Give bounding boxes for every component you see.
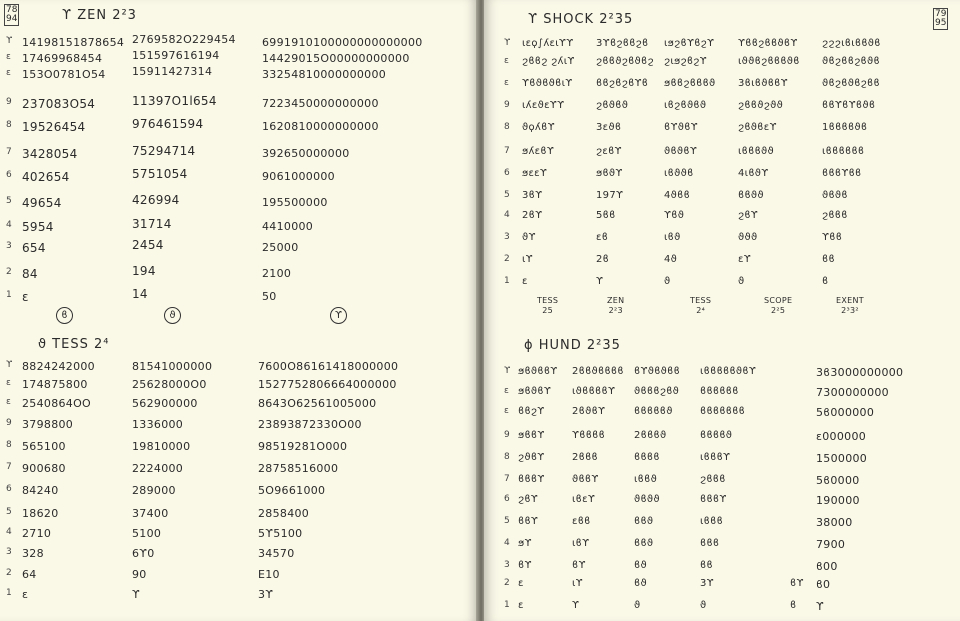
hund-cell: ϧϒ — [518, 538, 532, 549]
shock-cell: ϒϐϑ — [664, 210, 685, 221]
shock-cell: 197ϒ — [596, 190, 624, 201]
hund-cell: ϐϒϑϐϑϐϐ — [634, 366, 681, 377]
hund-cell: 38000 — [816, 516, 853, 529]
tess-col3-cell: 34570 — [258, 547, 295, 560]
hund-cell: 2ϐϑϐϒ — [572, 406, 606, 417]
shock-cell: ɩϐϐϐϑϑ — [738, 146, 774, 157]
shock-row-index: 1 — [504, 276, 511, 286]
shock-cell: ϩϐϐϩ ϩʎɩϒ — [522, 56, 575, 67]
shock-row-index: 5 — [504, 190, 511, 200]
hund-cell: ϧϐϐϒ — [518, 430, 545, 441]
tess-col2-cell: 5100 — [132, 527, 162, 540]
tess-row-index: 3 — [6, 547, 13, 557]
shock-cell: ϐϐϑϑ — [738, 190, 764, 201]
shock-cell: ϩϐϐϑϩϐϑϐϩ — [596, 56, 654, 67]
shock-cell: ϩϐϐϑϩϑϑ — [738, 100, 784, 111]
zen-col1-cell: 49654 — [22, 196, 62, 210]
zen-col3-cell: 50 — [262, 290, 277, 303]
zen-col2-cell: 75294714 — [132, 144, 196, 158]
zen-col2-cell: 151597616194 — [132, 49, 220, 62]
hund-cell: ϩϐϒ — [518, 494, 539, 505]
shock-cell: ϑϐϩϐϐϩϐϑϐ — [822, 56, 880, 67]
left-page-number: 78 94 — [6, 5, 18, 24]
tess-col3-cell: 98519281O000 — [258, 440, 348, 453]
shock-row-index: 7 — [504, 146, 511, 156]
shock-row-index: ϒ — [504, 38, 511, 48]
zen-col1-cell: 3428054 — [22, 147, 78, 161]
zen-row-index: ϒ — [6, 36, 13, 46]
zen-col3-cell: 25000 — [262, 241, 299, 254]
shock-cell: ɩʎɛϑɛϒϒ — [522, 100, 565, 111]
shock-cell: ϑ — [738, 276, 745, 287]
zen-col1-cell: 14198151878654 — [22, 36, 125, 49]
shock-row-index: 2 — [504, 254, 511, 264]
shock-cell: ϩϐϐϐ — [822, 210, 848, 221]
tess-row-index: 6 — [6, 484, 13, 494]
hund-cell: 2ϐϐϑϐϐϐϐ — [572, 366, 624, 377]
shock-cell: ϒϐϑϐϑϐɩϒ — [522, 78, 573, 89]
shock-cell: ϒ — [596, 276, 604, 287]
zen-col1-cell: 654 — [22, 241, 46, 255]
shock-cell: ϧʎɛϐϒ — [522, 146, 555, 157]
hund-cell: 2ϐϐϐϑ — [634, 430, 667, 441]
shock-row-index: 6 — [504, 168, 511, 178]
hund-cell: ϑϐϐϐϩϐϑ — [634, 386, 680, 397]
shock-footer-label: ZEN 2²3 — [607, 296, 625, 315]
zen-col1-cell: 402654 — [22, 170, 70, 184]
zen-row-index: 4 — [6, 220, 13, 230]
shock-cell: ϧϐϑϒ — [596, 168, 623, 179]
zen-col3-cell: 33254810000000000 — [262, 68, 387, 81]
hund-cell: 7300000000 — [816, 386, 889, 399]
shock-cell: ϩɩϧϩϐϩϒ — [664, 56, 707, 67]
zen-col3-cell: 195500000 — [262, 196, 328, 209]
shock-cell: ϧɛɛϒ — [522, 168, 548, 179]
hund-cell: ɩϐϐϐ — [700, 516, 724, 527]
tess-col2-cell: 562900000 — [132, 397, 198, 410]
zen-col2-cell: 2769582O229454 — [132, 33, 236, 46]
hund-cell: ɩϐɛϒ — [572, 494, 596, 505]
hund-cell: 5ϐ0000 — [816, 474, 860, 487]
tess-col3-cell: 23893872330O00 — [258, 418, 362, 431]
hund-cell: ɩϐϒ — [572, 538, 590, 549]
hund-cell: ϧϐϑϐϐϒ — [518, 366, 558, 377]
hund-cell: ɩϒ — [572, 578, 583, 589]
hund-cell: ɩϐϐϐϐϐϑϐϒ — [700, 366, 757, 377]
hund-cell: ɩϑϐϐϐϐϒ — [572, 386, 616, 397]
hund-cell: ϐϑ — [634, 578, 647, 589]
shock-cell: ϐ — [822, 276, 829, 287]
tess-row-index: 8 — [6, 440, 13, 450]
shock-footer-label: TESS 25 — [537, 296, 559, 315]
hund-row-index: 6 — [504, 494, 511, 504]
shock-cell: ϩɛϐϒ — [596, 146, 622, 157]
shock-cell: ϩϐϑϐɛϒ — [738, 122, 777, 133]
shock-cell: ϩϐϒ — [738, 210, 759, 221]
tess-row-index: 2 — [6, 568, 13, 578]
shock-cell: 4ɩϐϑϒ — [738, 168, 769, 179]
zen-row-index: 8 — [6, 120, 13, 130]
zen-col2-cell: 15911427314 — [132, 65, 213, 78]
hund-cell: 5ϐ000000 — [816, 406, 875, 419]
zen-col3-cell: 6991910100000000000000 — [262, 36, 423, 49]
hund-row-index: 8 — [504, 452, 511, 462]
hund-cell: ϐϐϒ — [518, 516, 539, 527]
shock-cell: ɩϐϑ — [664, 232, 681, 243]
shock-cell: 3ϒϐϩϐϐϩϐ — [596, 38, 649, 49]
hund-row-index: 4 — [504, 538, 511, 548]
hund-cell: ɛ — [518, 600, 524, 611]
shock-row-index: 8 — [504, 122, 511, 132]
hund-cell: 3ϐ3000000000 — [816, 366, 904, 379]
zen-col3-cell: 4410000 — [262, 220, 314, 233]
hund-cell: ϩϑϐϒ — [518, 452, 545, 463]
hund-cell: ϒϐϐϐϐ — [572, 430, 606, 441]
tess-col3-cell: 7600O86161418000000 — [258, 360, 399, 373]
zen-row-index: 3 — [6, 241, 13, 251]
shock-cell: 3ɛϑϐ — [596, 122, 622, 133]
hund-row-index: ɛ — [504, 406, 510, 416]
hund-cell: ɩϐϐϐϒ — [700, 452, 731, 463]
shock-cell: ϑϑϑ — [738, 232, 758, 243]
zen-circled-symbol: ϑ — [164, 307, 181, 324]
hund-row-index: ϒ — [504, 366, 511, 376]
hund-cell: 190000 — [816, 494, 860, 507]
tess-col2-cell: 37400 — [132, 507, 169, 520]
shock-cell: ɛϒ — [738, 254, 751, 265]
zen-circled-symbol: ϒ — [330, 307, 347, 324]
tess-col2-cell: 1336000 — [132, 418, 184, 431]
hund-heading: ϕ HUND 2²35 — [524, 338, 621, 353]
hund-cell: ϐϐ — [700, 560, 713, 571]
shock-row-index: ɛ — [504, 56, 510, 66]
tess-col2-cell: 6ϒ0 — [132, 547, 155, 560]
zen-col3-cell: 1620810000000000 — [262, 120, 379, 133]
tess-row-index: 5 — [6, 507, 13, 517]
hund-cell: ϐϑ — [634, 560, 647, 571]
zen-col2-cell: 976461594 — [132, 117, 204, 131]
tess-col1-cell: 18620 — [22, 507, 59, 520]
hund-cell: ϑ — [634, 600, 641, 611]
shock-footer-label: EXENT 2³3² — [836, 296, 864, 315]
tess-col3-cell: 2858400 — [258, 507, 310, 520]
shock-cell: ϐϐϐϒϐϐ — [822, 168, 862, 179]
zen-col1-cell: ɛ — [22, 290, 29, 304]
hund-cell: ϐϐϩϒ — [518, 406, 545, 417]
tess-col1-cell: 3798800 — [22, 418, 74, 431]
zen-col3-cell: 14429015O00000000000 — [262, 52, 410, 65]
hund-cell: ɛ — [518, 578, 524, 589]
tess-col2-cell: 2224000 — [132, 462, 184, 475]
zen-col2-cell: 31714 — [132, 217, 172, 231]
shock-cell: ɛ — [522, 276, 528, 287]
shock-cell: ϑϐϑϐ — [822, 190, 848, 201]
shock-cell: 3ϐɩϐϑϐϐϒ — [738, 78, 788, 89]
hund-cell: ɩϐϐϑ — [634, 474, 658, 485]
shock-cell: ϧϐϐϩϐϐϐϑ — [664, 78, 716, 89]
shock-row-index: ɛ — [504, 78, 510, 88]
hund-cell: ϒ — [816, 600, 824, 613]
shock-row-index: 9 — [504, 100, 511, 110]
tess-col1-cell: 900680 — [22, 462, 66, 475]
zen-row-index: 7 — [6, 147, 13, 157]
hund-cell: ϐϐϐϐϐϑ — [634, 406, 673, 417]
zen-row-index: 6 — [6, 170, 13, 180]
tess-col2-cell: 90 — [132, 568, 147, 581]
shock-cell: 4ϑ — [664, 254, 678, 265]
zen-heading: ϒ ZEN 2²3 — [62, 8, 137, 23]
hund-cell: ϑϐϐϒ — [572, 474, 599, 485]
tess-row-index: 9 — [6, 418, 13, 428]
zen-col1-cell: 5954 — [22, 220, 54, 234]
hund-cell: ϐϒ — [518, 560, 532, 571]
shock-cell: ϩϐϑϐϑ — [596, 100, 629, 111]
shock-cell: ϐϐ — [822, 254, 835, 265]
hund-cell: ϐϒ — [572, 560, 586, 571]
tess-row-index: ɛ — [6, 397, 12, 407]
zen-col2-cell: 11397O1l654 — [132, 94, 217, 108]
zen-col2-cell: 426994 — [132, 193, 180, 207]
tess-col1-cell: 84240 — [22, 484, 59, 497]
hund-cell: ϑ — [700, 600, 707, 611]
tess-col2-cell: 19810000 — [132, 440, 191, 453]
tess-row-index: ɛ — [6, 378, 12, 388]
zen-col1-cell: 153O0781O54 — [22, 68, 106, 81]
zen-col1-cell: 84 — [22, 267, 38, 281]
shock-cell: ϑϐϑϐϒ — [664, 146, 698, 157]
shock-cell: ɛϐ — [596, 232, 609, 243]
tess-col3-cell: E10 — [258, 568, 280, 581]
shock-cell: 2ϐ — [596, 254, 610, 265]
tess-heading: ϑ TESS 2⁴ — [38, 337, 110, 352]
hund-cell: ϐϐϑ — [634, 538, 654, 549]
zen-col3-cell: 7223450000000000 — [262, 97, 379, 110]
zen-col3-cell: 9061000000 — [262, 170, 335, 183]
hund-row-index: 1 — [504, 600, 511, 610]
tess-col2-cell: ϒ — [132, 588, 140, 601]
zen-col1-cell: 17469968454 — [22, 52, 103, 65]
tess-col3-cell: 1527752806664000000 — [258, 378, 397, 391]
tess-col1-cell: 2710 — [22, 527, 52, 540]
zen-col2-cell: 14 — [132, 287, 148, 301]
shock-cell: ϩϩϩɩϐɩϐϐϑϐ — [822, 38, 881, 49]
zen-col1-cell: 19526454 — [22, 120, 86, 134]
shock-cell: ϑϒ — [522, 232, 536, 243]
zen-col3-cell: 392650000000 — [262, 147, 350, 160]
shock-footer-label: TESS 2⁴ — [690, 296, 712, 315]
hund-cell: ϐϐϐϒ — [700, 494, 727, 505]
shock-cell: ϑϙʎϐϒ — [522, 122, 555, 133]
right-page-number: 79 95 — [935, 9, 947, 28]
zen-row-index: ɛ — [6, 68, 12, 78]
tess-col2-cell: 25628000O0 — [132, 378, 207, 391]
hund-cell: ϒ — [572, 600, 580, 611]
hund-cell: ϐϐϐϐϐϐ — [700, 386, 739, 397]
hund-row-index: 3 — [504, 560, 511, 570]
tess-col3-cell: 3ϒ — [258, 588, 274, 601]
shock-cell: ϒϐϐϩϐϐϑϐϒ — [738, 38, 798, 49]
hund-cell: 2ϐϐϐ — [572, 452, 598, 463]
shock-heading: ϒ SHOCK 2²35 — [528, 12, 634, 27]
hund-cell: 3ϒ — [700, 578, 714, 589]
zen-col1-cell: 237083O54 — [22, 97, 96, 111]
tess-col1-cell: 2540864OO — [22, 397, 92, 410]
shock-cell: ϐϐϩϐϩϐϒϐ — [596, 78, 649, 89]
tess-col3-cell: 28758516000 — [258, 462, 339, 475]
zen-col2-cell: 194 — [132, 264, 156, 278]
shock-footer-label: SCOPE 2²5 — [764, 296, 793, 315]
hund-cell: ϐϐϐϐ — [634, 452, 660, 463]
shock-cell: ɩϐϑϑϐ — [664, 168, 694, 179]
hund-row-index: 7 — [504, 474, 511, 484]
shock-cell: ɩϐϐϐϐϐϐ — [822, 146, 865, 157]
hund-row-index: 5 — [504, 516, 511, 526]
tess-col1-cell: 328 — [22, 547, 44, 560]
hund-cell: ɛ000000 — [816, 430, 867, 443]
tess-col3-cell: 8643O62561005000 — [258, 397, 377, 410]
shock-cell: 2ϐϒ — [522, 210, 543, 221]
shock-row-index: 3 — [504, 232, 511, 242]
tess-col3-cell: 5ϒ5100 — [258, 527, 303, 540]
hund-row-index: 9 — [504, 430, 511, 440]
hund-cell: ϧϐϑϐϒ — [518, 386, 552, 397]
shock-cell: ϐϒϑϐϒ — [664, 122, 698, 133]
hund-cell: ϐ — [790, 600, 797, 611]
tess-col1-cell: 64 — [22, 568, 37, 581]
shock-cell: 4ϑϐϐ — [664, 190, 691, 201]
zen-row-index: 2 — [6, 267, 13, 277]
hund-cell: ϐϐϐϐϑ — [700, 430, 733, 441]
shock-cell: 1ϐϐϐϐϑϐ — [822, 122, 868, 133]
zen-row-index: 9 — [6, 97, 13, 107]
hund-row-index: ɛ — [504, 386, 510, 396]
zen-row-index: ɛ — [6, 52, 12, 62]
hund-cell: ϐ0 — [816, 578, 831, 591]
zen-row-index: 1 — [6, 290, 13, 300]
hund-cell: 7900 — [816, 538, 846, 551]
tess-col1-cell: ɛ — [22, 588, 29, 601]
shock-cell: ɩϒ — [522, 254, 533, 265]
shock-cell: ɩϐϩϐϑϐϑ — [664, 100, 707, 111]
hund-cell: ϐϒ — [790, 578, 804, 589]
hund-cell: ϐ00 — [816, 560, 838, 573]
tess-col1-cell: 565100 — [22, 440, 66, 453]
hund-cell: 1500000 — [816, 452, 868, 465]
tess-row-index: ϒ — [6, 360, 13, 370]
hund-cell: ϑϐϑϑ — [634, 494, 660, 505]
tess-row-index: 4 — [6, 527, 13, 537]
tess-col2-cell: 289000 — [132, 484, 176, 497]
shock-cell: ϑ — [664, 276, 671, 287]
tess-col1-cell: 8824242000 — [22, 360, 95, 373]
shock-cell: ϐϐϒϐϒϐϑϐ — [822, 100, 876, 111]
zen-col2-cell: 5751054 — [132, 167, 188, 181]
tess-col3-cell: 5O9661000 — [258, 484, 326, 497]
hund-cell: ϐϐϐ — [700, 538, 720, 549]
hund-row-index: 2 — [504, 578, 511, 588]
hund-cell: ϐϐϐϒ — [518, 474, 545, 485]
tess-row-index: 1 — [6, 588, 13, 598]
zen-row-index: 5 — [6, 196, 13, 206]
shock-row-index: 4 — [504, 210, 511, 220]
shock-cell: ɩϑϑϐϩϐϐϐϑϐ — [738, 56, 800, 67]
tess-col1-cell: 174875800 — [22, 378, 88, 391]
zen-col3-cell: 2100 — [262, 267, 292, 280]
shock-cell: ɩϧϩϐϒϐϩϒ — [664, 38, 715, 49]
tess-row-index: 7 — [6, 462, 13, 472]
shock-cell: 5ϐϐ — [596, 210, 616, 221]
tess-col2-cell: 81541000000 — [132, 360, 213, 373]
shock-cell: ϒϐϐ — [822, 232, 843, 243]
hund-cell: ϩϐϐϐ — [700, 474, 726, 485]
hund-cell: ϐϐϑ — [634, 516, 654, 527]
shock-cell: ɩɛϙ∫ʎɛɩϒϒ — [522, 38, 574, 49]
shock-cell: 3ϐϒ — [522, 190, 543, 201]
zen-col2-cell: 2454 — [132, 238, 164, 252]
hund-cell: ɛϐϐ — [572, 516, 591, 527]
shock-cell: ϑϐϩϐϑϐϩϐϐ — [822, 78, 880, 89]
zen-circled-symbol: ϐ — [56, 307, 73, 324]
hund-cell: ϐϐϐϐϐϐϐ — [700, 406, 746, 417]
